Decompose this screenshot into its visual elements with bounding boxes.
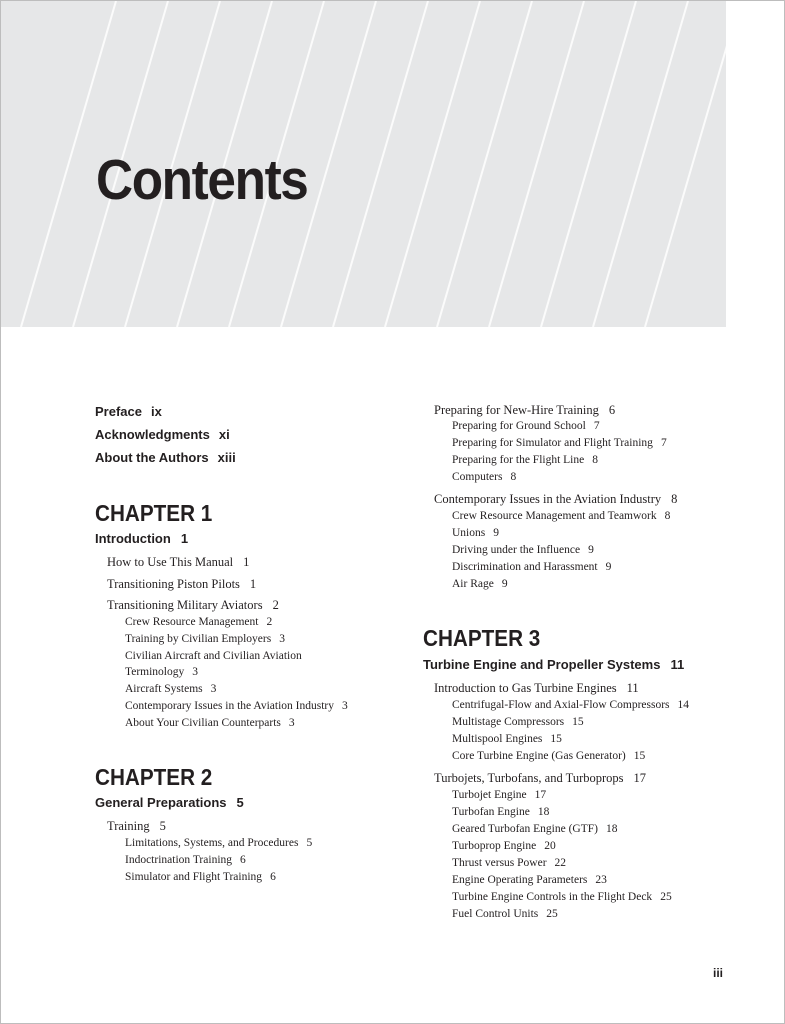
toc-entry-label: Core Turbine Engine (Gas Generator) xyxy=(452,750,626,762)
toc-entry-label: Transitioning Military Aviators xyxy=(107,598,263,612)
toc-entry-label: Contemporary Issues in the Aviation Industry xyxy=(125,700,334,712)
toc-entry-page: 2 xyxy=(272,598,279,612)
toc-subsection[interactable] xyxy=(125,854,246,866)
toc-subsection[interactable] xyxy=(452,750,645,762)
toc-subsection[interactable] xyxy=(452,857,566,869)
toc-entry-page: 1 xyxy=(243,555,250,569)
toc-entry-label: Civilian Aircraft and Civilian Aviation xyxy=(125,650,302,662)
toc-subsection-continued[interactable] xyxy=(125,666,198,678)
toc-subsection[interactable] xyxy=(452,806,549,818)
chapter-3-title[interactable] xyxy=(423,657,684,672)
toc-entry-page: 17 xyxy=(633,771,647,785)
toc-entry-label: Preface xyxy=(95,404,142,419)
toc-entry-label: Transitioning Piston Pilots xyxy=(107,577,240,591)
toc-entry-label: How to Use This Manual xyxy=(107,555,234,569)
toc-entry-page: 18 xyxy=(537,806,550,818)
toc-entry-page: 6 xyxy=(270,871,276,883)
toc-entry-page: 1 xyxy=(180,531,189,546)
toc-entry-label: Turboprop Engine xyxy=(452,840,537,852)
page-title: Contents xyxy=(96,148,308,212)
toc-subsection[interactable] xyxy=(125,683,216,695)
toc-entry-page: 25 xyxy=(660,891,672,903)
toc-entry-label: Thrust versus Power xyxy=(452,857,547,869)
toc-entry-page: 3 xyxy=(192,666,198,678)
toc-entry-label: Multistage Compressors xyxy=(452,716,565,728)
toc-section[interactable] xyxy=(434,681,639,696)
toc-entry-label: Crew Resource Management xyxy=(125,616,259,628)
toc-entry-page: 9 xyxy=(493,527,499,539)
toc-entry-page: 17 xyxy=(534,789,547,801)
toc-front-matter-preface[interactable] xyxy=(95,404,162,419)
toc-entry-page: 9 xyxy=(501,578,508,590)
toc-entry-page: 2 xyxy=(266,616,273,628)
toc-entry-page: 11 xyxy=(670,657,685,672)
toc-front-matter-acknowledgments[interactable] xyxy=(95,427,230,442)
toc-entry-label: Contemporary Issues in the Aviation Industry xyxy=(434,492,662,506)
toc-subsection[interactable] xyxy=(452,527,499,539)
toc-entry-label: Acknowledgments xyxy=(95,427,210,442)
toc-entry-page: 1 xyxy=(249,577,257,591)
toc-subsection[interactable] xyxy=(452,840,556,852)
toc-section[interactable] xyxy=(107,555,249,570)
toc-entry-label: Terminology xyxy=(125,666,185,678)
toc-subsection[interactable] xyxy=(452,874,607,886)
toc-entry-label: Preparing for the Flight Line xyxy=(452,454,585,466)
toc-entry-label: Preparing for Ground School xyxy=(452,420,586,432)
toc-entry-page: 3 xyxy=(342,700,348,712)
toc-entry-label: Introduction xyxy=(95,531,171,546)
toc-entry-page: 9 xyxy=(605,561,612,573)
toc-subsection[interactable] xyxy=(452,578,508,590)
chapter-2-heading: CHAPTER 2 xyxy=(95,764,213,790)
toc-entry-label: Multispool Engines xyxy=(452,733,543,745)
toc-entry-page: 6 xyxy=(240,854,246,866)
toc-subsection[interactable] xyxy=(125,717,295,729)
toc-entry-page: 15 xyxy=(572,716,584,728)
toc-entry-label: Turbofan Engine xyxy=(452,806,530,818)
toc-entry-label: Turbojets, Turbofans, and Turboprops xyxy=(434,771,624,785)
toc-entry-label: Turbojet Engine xyxy=(452,789,527,801)
toc-entry-page: 8 xyxy=(671,492,678,506)
toc-entry-label: Preparing for Simulator and Flight Training xyxy=(452,437,653,449)
toc-subsection[interactable] xyxy=(452,454,598,466)
toc-subsection[interactable] xyxy=(452,789,546,801)
toc-entry-label: Turbine Engine Controls in the Flight Deck xyxy=(452,891,653,903)
toc-section[interactable] xyxy=(434,771,646,786)
toc-subsection[interactable] xyxy=(452,716,584,728)
page-number: iii xyxy=(713,966,724,980)
toc-entry-page: 3 xyxy=(288,717,295,729)
toc-subsection[interactable] xyxy=(452,510,670,522)
toc-entry-label: Engine Operating Parameters xyxy=(452,874,588,886)
toc-entry-page: 3 xyxy=(210,683,217,695)
toc-entry-label: About Your Civilian Counterparts xyxy=(125,717,281,729)
toc-entry-label: Discrimination and Harassment xyxy=(452,561,598,573)
toc-subsection[interactable] xyxy=(452,733,562,745)
toc-subsection[interactable] xyxy=(452,699,689,711)
toc-subsection[interactable] xyxy=(125,871,276,883)
toc-entry-label: Crew Resource Management and Teamwork xyxy=(452,510,657,522)
toc-entry-label: Geared Turbofan Engine (GTF) xyxy=(452,823,598,835)
toc-entry-label: Training xyxy=(107,819,150,833)
toc-entry-page: 9 xyxy=(588,544,594,556)
toc-subsection[interactable] xyxy=(125,633,285,645)
toc-entry-page: 15 xyxy=(550,733,562,745)
toc-entry-page: xiii xyxy=(217,450,236,465)
toc-entry-page: 20 xyxy=(544,840,556,852)
toc-entry-label: Fuel Control Units xyxy=(452,908,539,920)
toc-subsection[interactable] xyxy=(452,908,558,920)
toc-entry-page: 15 xyxy=(633,750,646,762)
toc-subsection[interactable] xyxy=(452,420,600,432)
toc-subsection[interactable] xyxy=(452,544,594,556)
toc-entry-page: 23 xyxy=(595,874,607,886)
toc-entry-page: 5 xyxy=(306,837,313,849)
toc-entry-page: 6 xyxy=(608,403,616,417)
toc-entry-label: General Preparations xyxy=(95,795,227,810)
toc-entry-page: 25 xyxy=(546,908,558,920)
toc-entry-page: 8 xyxy=(664,510,671,522)
toc-subsection[interactable] xyxy=(452,437,667,449)
toc-entry-page: 11 xyxy=(626,681,639,695)
toc-entry-label: Training by Civilian Employers xyxy=(125,633,272,645)
toc-subsection[interactable] xyxy=(452,561,611,573)
toc-entry-label: Centrifugal-Flow and Axial-Flow Compressors xyxy=(452,699,670,711)
chapter-1-title[interactable] xyxy=(95,531,188,546)
header-banner xyxy=(1,1,726,327)
toc-entry-label: Simulator and Flight Training xyxy=(125,871,263,883)
toc-entry-page: 18 xyxy=(605,823,618,835)
toc-entry-label: Air Rage xyxy=(452,578,494,590)
toc-entry-label: Aircraft Systems xyxy=(125,683,203,695)
toc-entry-page: 5 xyxy=(159,819,166,833)
toc-entry-page: 14 xyxy=(677,699,690,711)
toc-entry-page: 5 xyxy=(236,795,244,810)
toc-entry-page: ix xyxy=(150,404,162,419)
toc-entry-label: Unions xyxy=(452,527,486,539)
toc-entry-page: 7 xyxy=(660,437,667,449)
toc-entry-page: 3 xyxy=(279,633,285,645)
toc-subsection[interactable] xyxy=(452,471,516,483)
toc-entry-label: Indoctrination Training xyxy=(125,854,233,866)
toc-subsection[interactable] xyxy=(125,700,348,712)
toc-front-matter-about-authors[interactable] xyxy=(95,450,236,465)
toc-subsection[interactable] xyxy=(452,823,617,835)
toc-entry-label: Turbine Engine and Propeller Systems xyxy=(423,657,661,672)
toc-subsection[interactable] xyxy=(452,891,672,903)
chapter-2-title[interactable] xyxy=(95,795,244,810)
toc-section[interactable] xyxy=(107,819,166,834)
toc-entry-page: 8 xyxy=(592,454,598,466)
chapter-1-heading: CHAPTER 1 xyxy=(95,500,213,526)
toc-entry-label: About the Authors xyxy=(95,450,209,465)
chapter-3-heading: CHAPTER 3 xyxy=(423,625,541,651)
toc-subsection[interactable] xyxy=(125,837,312,849)
toc-entry-label: Computers xyxy=(452,471,503,483)
toc-section[interactable] xyxy=(434,403,615,418)
toc-subsection[interactable] xyxy=(125,650,302,662)
toc-section[interactable] xyxy=(107,598,279,613)
toc-section[interactable] xyxy=(107,577,256,592)
toc-entry-page: xi xyxy=(218,427,230,442)
toc-entry-page: 8 xyxy=(510,471,517,483)
toc-entry-label: Introduction to Gas Turbine Engines xyxy=(434,681,617,695)
toc-entry-label: Preparing for New-Hire Training xyxy=(434,403,599,417)
toc-entry-label: Driving under the Influence xyxy=(452,544,581,556)
toc-entry-label: Limitations, Systems, and Procedures xyxy=(125,837,299,849)
toc-subsection[interactable] xyxy=(125,616,272,628)
toc-entry-page: 22 xyxy=(554,857,567,869)
toc-entry-page: 7 xyxy=(593,420,600,432)
toc-section[interactable] xyxy=(434,492,677,507)
